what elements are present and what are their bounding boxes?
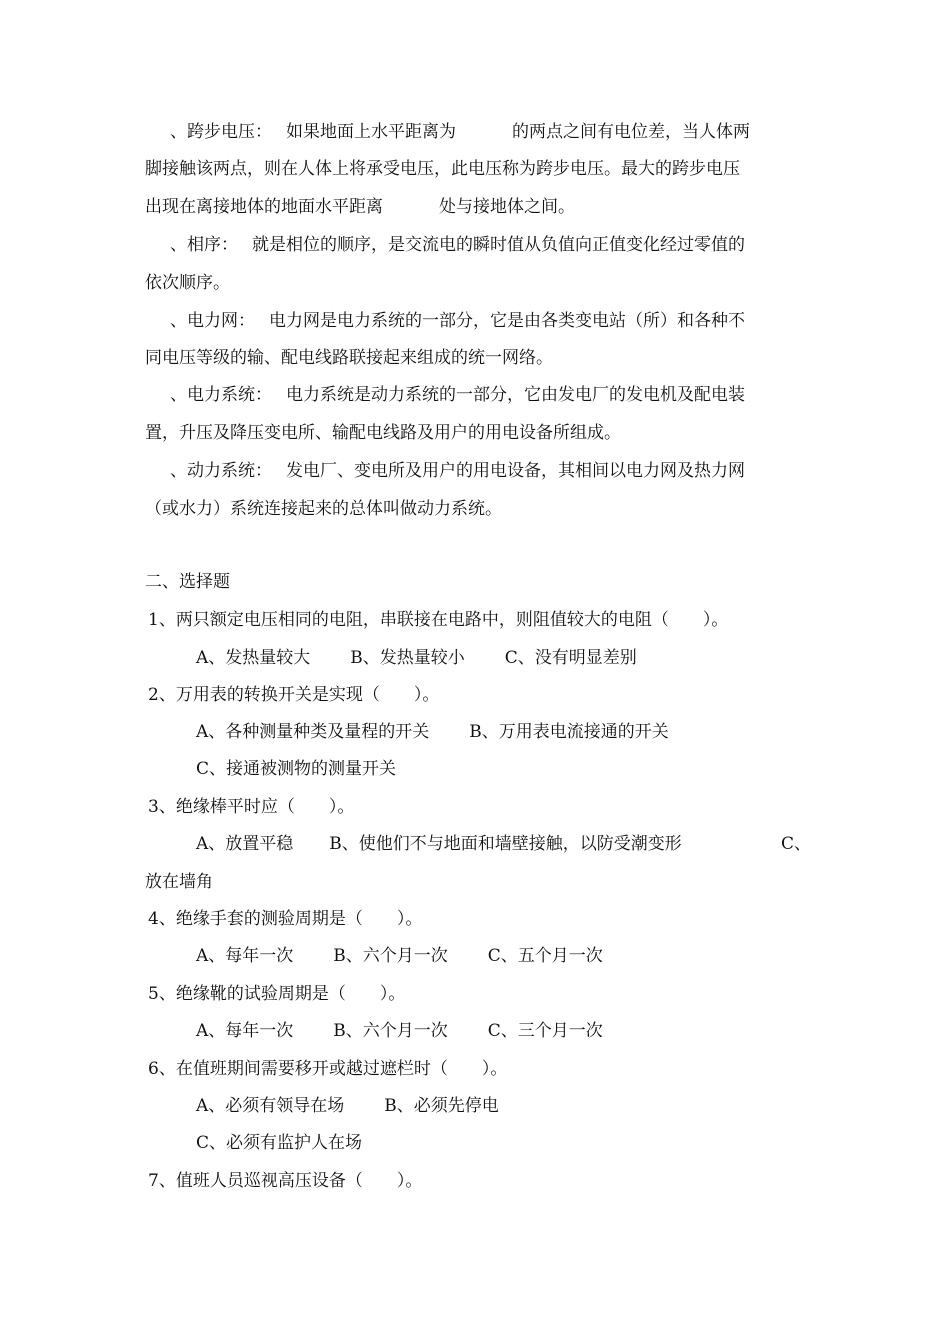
definition-dynamic-system-line-2: （或水力）系统连接起来的总体叫做动力系统。 <box>145 499 502 519</box>
definition-power-grid-line-2: 同电压等级的输、配电线路联接起来组成的统一网络。 <box>145 348 553 368</box>
definition-text: 电力网是电力系统的一部分，它是由各类变电站（所）和各种不 <box>269 311 745 331</box>
option-c: C、接通被测物的测量开关 <box>196 759 397 779</box>
option-a: A、必须有领导在场 <box>196 1096 345 1116</box>
option-b: B、使他们不与地面和墙壁接触，以防受潮变形 <box>329 834 682 854</box>
option-c: C、 <box>781 834 812 854</box>
option-a: A、每年一次 <box>196 946 294 966</box>
option-c-continuation: 放在墙角 <box>145 872 213 892</box>
question-3-options <box>196 833 682 855</box>
option-b: B、六个月一次 <box>333 1021 448 1041</box>
option-a: A、各种测量种类及量程的开关 <box>196 722 430 742</box>
definition-step-voltage-line-3 <box>145 196 575 218</box>
question-4: 4、绝缘手套的测验周期是（ ）。 <box>148 909 423 929</box>
option-c: C、三个月一次 <box>487 1021 603 1041</box>
option-b: B、万用表电流接通的开关 <box>469 722 669 742</box>
question-2-options <box>196 721 669 743</box>
definition-power-system-line-1 <box>170 384 745 406</box>
question-1-options <box>196 647 637 669</box>
definition-text: 如果地面上水平距离为 <box>286 122 456 142</box>
option-b: B、发热量较小 <box>350 648 465 668</box>
definition-text: 出现在离接地体的地面水平距离 <box>145 197 383 217</box>
option-b: B、六个月一次 <box>333 946 448 966</box>
option-c: C、没有明显差别 <box>504 648 637 668</box>
definition-term: 、动力系统： <box>170 461 272 481</box>
question-1: 1、两只额定电压相同的电阻，串联接在电路中，则阻值较大的电阻（ ）。 <box>148 610 729 630</box>
option-a: A、放置平稳 <box>196 834 294 854</box>
definition-term: 、跨步电压： <box>170 122 272 142</box>
definition-power-grid-line-1 <box>170 310 745 332</box>
question-6-options <box>196 1095 499 1117</box>
definition-term: 、相序： <box>170 235 238 255</box>
definition-text: 处与接地体之间。 <box>439 197 575 217</box>
option-a: A、每年一次 <box>196 1021 294 1041</box>
definition-text: 就是相位的顺序，是交流电的瞬时值从负值向正值变化经过零值的 <box>252 235 745 255</box>
option-c: C、五个月一次 <box>487 946 603 966</box>
question-4-options <box>196 945 603 967</box>
definition-dynamic-system-line-1 <box>170 460 745 482</box>
option-c: C、必须有监护人在场 <box>196 1133 363 1153</box>
definition-power-system-line-2: 置，升压及降压变电所、输配电线路及用户的用电设备所组成。 <box>145 423 621 443</box>
section-title: 二、选择题 <box>145 572 230 592</box>
question-2-option-c-line <box>196 758 396 780</box>
question-5-options <box>196 1020 603 1042</box>
question-6: 6、在值班期间需要移开或越过遮栏时（ ）。 <box>148 1059 508 1079</box>
definition-phase-sequence-line-2: 依次顺序。 <box>145 273 230 293</box>
question-7: 7、值班人员巡视高压设备（ ）。 <box>148 1171 423 1191</box>
definition-phase-sequence-line-1 <box>170 234 745 256</box>
definition-text: 的两点之间有电位差，当人体两 <box>512 122 750 142</box>
question-5: 5、绝缘靴的试验周期是（ ）。 <box>148 984 406 1004</box>
question-3: 3、绝缘棒平时应（ ）。 <box>148 797 355 817</box>
definition-step-voltage-line-1 <box>170 121 750 143</box>
option-a: A、发热量较大 <box>196 648 311 668</box>
option-b: B、必须先停电 <box>384 1096 499 1116</box>
definition-text: 发电厂、变电所及用户的用电设备，其相间以电力网及热力网 <box>286 461 745 481</box>
definition-text: 电力系统是动力系统的一部分，它由发电厂的发电机及配电装 <box>286 385 745 405</box>
definition-term: 、电力系统： <box>170 385 272 405</box>
definition-step-voltage-line-2: 脚接触该两点，则在人体上将承受电压，此电压称为跨步电压。最大的跨步电压 <box>145 159 740 179</box>
question-6-option-c-line <box>196 1132 362 1154</box>
question-2: 2、万用表的转换开关是实现（ ）。 <box>148 685 440 705</box>
definition-term: 、电力网： <box>170 311 255 331</box>
